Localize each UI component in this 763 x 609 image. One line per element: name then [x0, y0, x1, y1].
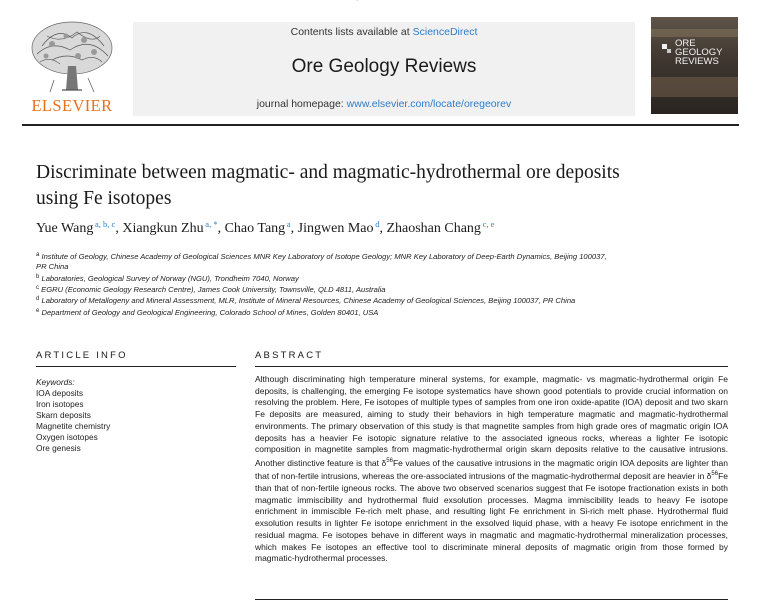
- elsevier-logo: [22, 16, 122, 114]
- abstract-segment: Although discriminating high temperature mineral systems, for example, magmatic- vs magmatic-hydrothermal origin Fe deposits, is challenging, the emerging Fe isotope systematics have shown good potentials to provide crucial information on resolving the problem. Here, Fe isotopes of multiple types of samples from one iron oxide-apatite (IOA) deposit and two skarn Fe deposits are measured, aiming to study their behaviors in high temperature magmatic and magmatic-hydrothermal environments. The primary observation of this study is that magnetite samples from high grade ores of magmatic origin IOA deposits has a heavier Fe isotopic signature relative to the associated igneous rocks, whereas a lighter Fe isotopic composition in magnetite samples from magmatic-hydrothermal origin skarn deposits relative to the causative intrusions. Another distinctive feature is that δ: [255, 374, 728, 468]
- article-info-rule: [36, 366, 236, 367]
- keyword: Ore genesis: [36, 443, 81, 453]
- contents-prefix: Contents lists available at: [290, 26, 410, 38]
- cover-band: [651, 77, 738, 97]
- keyword: IOA deposits: [36, 388, 84, 398]
- elsevier-wordmark: ELSEVIER: [31, 96, 113, 115]
- affiliation-text: EGRU (Economic Geology Research Centre), James Cook University, Townsville, QLD 4811, Australia: [41, 285, 386, 294]
- sciencedirect-link[interactable]: ScienceDirect: [412, 26, 478, 38]
- title-line: Discriminate between magmatic- and magmatic-hydrothermal ore deposits: [36, 162, 620, 183]
- keywords-label: Keywords:: [36, 377, 75, 387]
- author-list: Yue Wang $^{a, b, c}$, Xiangkun Zhu $^{a, *}$, Chao Tang $^a$, Jingwen Mao $^d$, Zhaoshan Chang $^{c, e}$: [36, 219, 495, 236]
- abstract-heading: ABSTRACT: [255, 350, 324, 361]
- keyword: Magnetite chemistry: [36, 421, 111, 431]
- header-divider: [22, 124, 739, 126]
- abstract-segment: Fe values of the causative intrusions in the magmatic origin IOA deposits are lighter than that of non-fertile intrusions, whereas the ore-associated intrusions of the magmatic-hydrothermal deposit are heavier in δ: [255, 457, 728, 482]
- tree-icon: [22, 16, 122, 96]
- journal-title: Ore Geology Reviews: [291, 56, 477, 77]
- homepage-line: [133, 98, 635, 110]
- affiliation-marker: c: [36, 285, 39, 291]
- author-name[interactable]: Jingwen Mao: [297, 221, 374, 236]
- journal-homepage-link[interactable]: www.elsevier.com/locate/oregeorev: [346, 98, 512, 110]
- affiliation-text: Institute of Geology, Chinese Academy of Geological Sciences MNR Key Laboratory of Isotope Geology; MNR Key Laboratory of Deep-Earth Dynamics, Beijing 100037,: [41, 252, 607, 261]
- keyword: Iron isotopes: [36, 399, 84, 409]
- affiliation-text: Department of Geology and Geological Engineering, Colorado School of Mines, Golden 80401, USA: [41, 308, 379, 317]
- affiliation-text: PR China: [36, 262, 69, 271]
- delta-superscript: 56: [386, 457, 393, 464]
- abstract-rule: [255, 366, 728, 367]
- author-name[interactable]: Zhaoshan Chang: [386, 221, 481, 236]
- cover-band: [651, 29, 738, 37]
- cover-title-line: REVIEWS: [675, 56, 719, 67]
- author-affiliation-marker[interactable]: a, *: [205, 219, 218, 229]
- article-info-heading: ARTICLE INFO: [36, 350, 128, 361]
- abstract-segment: Fe than that of non-fertile igneous rocks. The above two observed scenarios suggest that Fe isotope fractionation exists in both magmatic immiscibility and hydrothermal fluid exsolution processes. Magma immiscibility leads to heavy Fe isotope enrichment in immiscible Fe-rich melt phase, and resulting light Fe enrichment in Si-rich melt phase. Hydrothermal fluid exsolution results in lighter Fe isotope enrichment in the exsolved liquid phase, with a heavy Fe isotope enrichment in the residual magma. Fe isotopes behave in different ways in magmatic and magmatic-hydrothermal mineralization processes, which makes Fe isotopes an effective tool to discriminate mineral deposits of magmatic origin from those formed by magmatic-hydrothermal processes.: [255, 471, 729, 564]
- author-affiliation-marker[interactable]: c, e: [482, 219, 495, 229]
- affiliation-marker: b: [36, 274, 40, 280]
- affiliation-marker: a: [36, 252, 40, 258]
- cover-square: [667, 49, 671, 53]
- keyword: Oxygen isotopes: [36, 432, 98, 442]
- contents-line: [133, 26, 635, 38]
- article-title: [36, 160, 736, 212]
- journal-masthead: [133, 22, 635, 116]
- affiliation-text: Laboratories, Geological Survey of Norway (NGU), Trondheim 7040, Norway: [41, 274, 299, 283]
- author-name[interactable]: Chao Tang: [224, 221, 286, 236]
- abstract-text: [255, 374, 728, 565]
- author-affiliation-marker[interactable]: d: [375, 219, 380, 229]
- author-name[interactable]: Yue Wang: [36, 221, 94, 236]
- delta-superscript: 56: [711, 471, 719, 478]
- affiliation-text: Laboratory of Metallogeny and Mineral Assessment, MLR, Institute of Mineral Resources, Chinese Academy of Geological Sciences, Beijing 100037, PR China: [41, 296, 576, 305]
- author-name[interactable]: Xiangkun Zhu: [122, 221, 204, 236]
- affiliation-marker: d: [36, 296, 40, 302]
- homepage-prefix: journal homepage:: [256, 98, 344, 110]
- affiliation-marker: e: [36, 308, 40, 314]
- affiliation-d: [36, 294, 676, 306]
- cover-title-line: GEOLOGY: [675, 47, 723, 58]
- affiliation-e: [36, 306, 676, 318]
- top-page-mark: ·: [356, 0, 359, 5]
- cover-title: [675, 39, 723, 66]
- keyword: Skarn deposits: [36, 410, 91, 420]
- title-line: using Fe isotopes: [36, 188, 172, 209]
- author-affiliation-marker[interactable]: a, b, c: [95, 219, 116, 229]
- journal-cover: [651, 17, 738, 114]
- abstract-bottom-rule: [255, 599, 728, 600]
- cover-title-line: ORE: [675, 38, 696, 49]
- affiliation-a: [36, 250, 676, 272]
- author-affiliation-marker[interactable]: a: [286, 219, 291, 229]
